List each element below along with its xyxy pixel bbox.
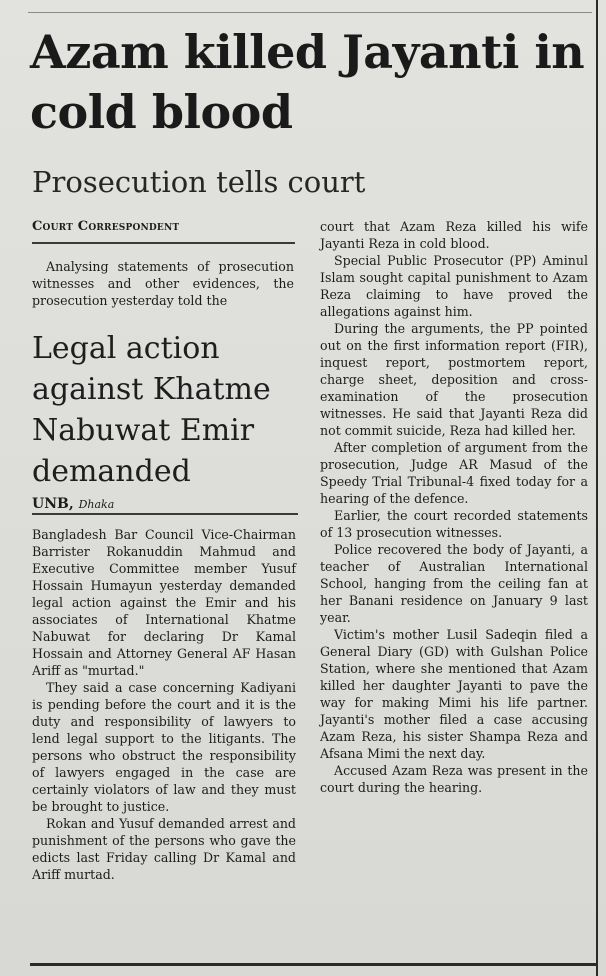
article-intro-column [32,258,294,309]
article-paragraph: Accused Azam Reza was present in the court during the hearing. [320,763,588,795]
article-paragraph: During the arguments, the PP pointed out on the first information report (FIR), inquest report, postmortem report, charge sheet, deposition and cross-examination of the prosecution witnesses. He said that Jayanti Reza did not commit suicide, Reza had killed her. [320,321,588,438]
intro-paragraph: Analysing statements of prosecution witnesses and other evidences, the prosecution yesterday told the [32,259,294,308]
sidebar-paragraph: They said a case concerning Kadiyani is pending before the court and it is the duty and responsibility of lawyers to lend legal support to the litigants. The persons who obstruct the responsibility of lawyers engaged in the case are certainly violators of law and they must be brought to justice. [32,680,296,814]
dateline-place: Dhaka [78,498,115,511]
top-rule [28,12,592,13]
sidebar-headline: Legal action against Khatme Nabuwat Emir demanded [32,331,271,489]
right-border-rule [596,0,598,976]
agency-name: UNB, [32,496,74,512]
byline-rule [32,242,295,244]
sidebar-paragraph: Rokan and Yusuf demanded arrest and punishment of the persons who gave the edicts last Friday calling Dr Kamal and Ariff murtad. [32,816,296,882]
sidebar-body [32,526,296,883]
article-paragraph: Police recovered the body of Jayanti, a teacher of Australian International School, hanging from the ceiling fan at her Banani residence on January 9 last year. [320,542,588,625]
byline: Court Correspondent [32,219,180,234]
article-paragraph: After completion of argument from the prosecution, Judge AR Masud of the Speedy Trial Tribunal-4 fixed today for a hearing of the defence. [320,440,588,506]
sidebar-rule [32,513,298,515]
sidebar-paragraph: Bangladesh Bar Council Vice-Chairman Barrister Rokanuddin Mahmud and Executive Committee member Yusuf Hossain Humayun yesterday demanded legal action against the Emir and his associates of International Khatme Nabuwat for declaring Dr Kamal Hossain and Attorney General AF Hasan Ariff as "murtad." [32,527,296,678]
bottom-rule [30,963,596,966]
article-column-2 [320,218,588,796]
article-paragraph: Victim's mother Lusil Sadeqin filed a General Diary (GD) with Gulshan Police Station, where she mentioned that Azam killed her daughter Jayanti to pave the way for making Mimi his life partner. Jayanti's mother filed a case accusing Azam Reza, his sister Shampa Reza and Afsana Mimi the next day. [320,627,588,761]
subheadline: Prosecution tells court [32,165,366,199]
article-paragraph: Special Public Prosecutor (PP) Aminul Islam sought capital punishment to Azam Reza claiming to have proved the allegations against him. [320,253,588,319]
sidebar-dateline [32,496,114,512]
article-paragraph: court that Azam Reza killed his wife Jayanti Reza in cold blood. [320,219,588,251]
headline: Azam killed Jayanti in cold blood [30,25,585,139]
article-paragraph: Earlier, the court recorded statements of 13 prosecution witnesses. [320,508,588,540]
